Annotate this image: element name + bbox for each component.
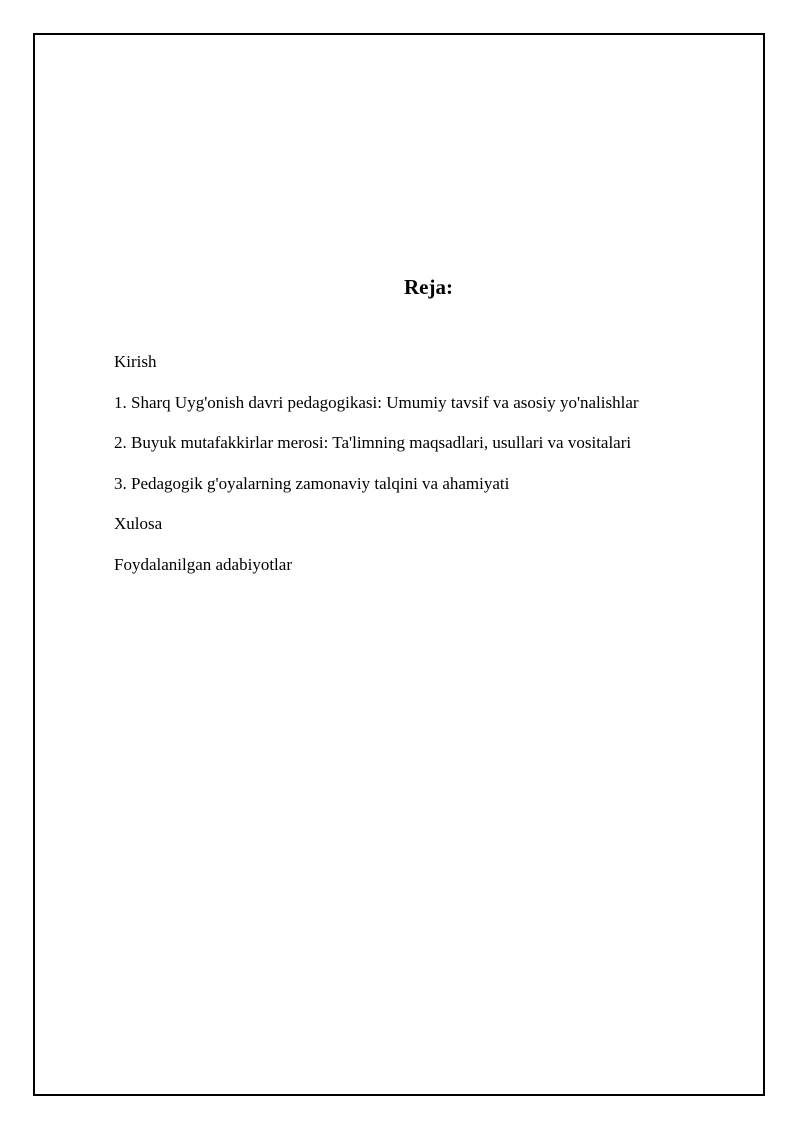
plan-item-section-3: 3. Pedagogik g'oyalarning zamonaviy talqini va ahamiyati <box>114 473 510 493</box>
plan-item-conclusion: Xulosa <box>114 514 163 533</box>
plan-item-references: Foydalanilgan adabiyotlar <box>114 554 292 574</box>
page-title: Reja: <box>404 275 453 299</box>
plan-item-introduction: Kirish <box>114 352 157 371</box>
plan-item-section-1: 1. Sharq Uyg'onish davri pedagogikasi: Umumiy tavsif va asosiy yo'nalishlar <box>114 392 639 412</box>
plan-list <box>114 351 639 594</box>
plan-item-section-2: 2. Buyuk mutafakkirlar merosi: Ta'limning maqsadlari, usullari va vositalari <box>114 433 632 452</box>
